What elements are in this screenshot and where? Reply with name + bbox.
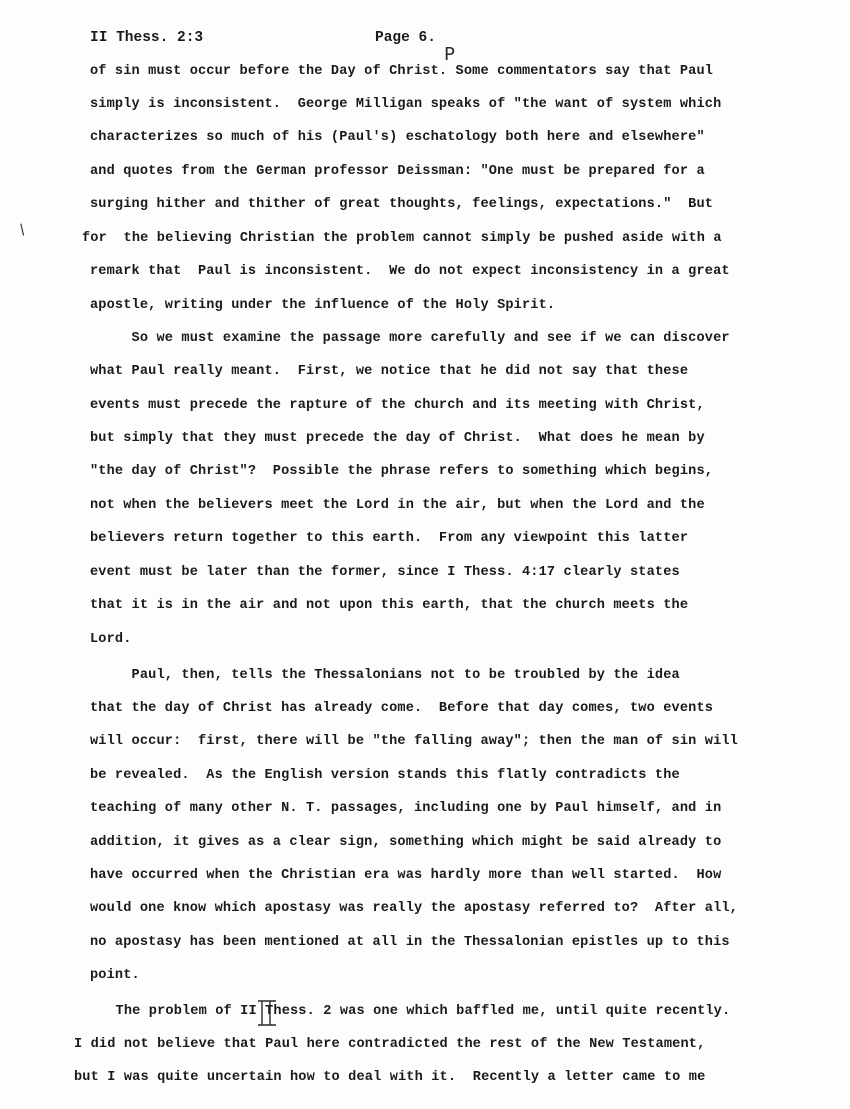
text-line: but simply that they must precede the day of Christ. What does he mean by bbox=[90, 431, 705, 446]
scripture-reference: II Thess. 2:3 bbox=[90, 30, 204, 46]
text-line: apostle, writing under the influence of the Holy Spirit. bbox=[90, 298, 556, 313]
text-line: be revealed. As the English version stands this flatly contradicts the bbox=[90, 768, 680, 783]
text-line: Paul, then, tells the Thessalonians not to be troubled by the idea bbox=[90, 668, 680, 683]
text-line: surging hither and thither of great thoughts, feelings, expectations." But bbox=[90, 197, 714, 212]
page-number: Page 6. bbox=[375, 30, 436, 46]
handwritten-margin-letter: P bbox=[444, 44, 455, 65]
text-line: addition, it gives as a clear sign, something which might be said already to bbox=[90, 835, 722, 850]
text-line: will occur: first, there will be "the falling away"; then the man of sin will bbox=[90, 734, 738, 749]
text-line: of sin must occur before the Day of Christ. Some commentators say that Paul bbox=[90, 64, 714, 79]
margin-pencil-mark: / bbox=[16, 221, 29, 239]
text-line: characterizes so much of his (Paul's) eschatology both here and elsewhere" bbox=[90, 130, 705, 145]
text-line: have occurred when the Christian era was hardly more than well started. How bbox=[90, 868, 722, 883]
text-line: events must precede the rapture of the church and its meeting with Christ, bbox=[90, 398, 705, 413]
text-line: point. bbox=[90, 968, 140, 983]
text-line: not when the believers meet the Lord in the air, but when the Lord and the bbox=[90, 498, 705, 513]
page-header bbox=[90, 30, 790, 54]
text-line: that the day of Christ has already come. Before that day comes, two events bbox=[90, 701, 714, 716]
text-line: and quotes from the German professor Deissman: "One must be prepared for a bbox=[90, 164, 705, 179]
text-line: for the believing Christian the problem cannot simply be pushed aside with a bbox=[82, 231, 722, 246]
text-line: teaching of many other N. T. passages, including one by Paul himself, and in bbox=[90, 801, 722, 816]
text-line: I did not believe that Paul here contradicted the rest of the New Testament, bbox=[74, 1037, 706, 1052]
text-line: what Paul really meant. First, we notice that he did not say that these bbox=[90, 364, 689, 379]
text-line: would one know which apostasy was really the apostasy referred to? After all, bbox=[90, 901, 738, 916]
text-line: The problem of II Thess. 2 was one which baffled me, until quite recently. bbox=[74, 1004, 731, 1019]
text-line: So we must examine the passage more carefully and see if we can discover bbox=[90, 331, 730, 346]
text-line: believers return together to this earth. From any viewpoint this latter bbox=[90, 531, 689, 546]
text-line: no apostasy has been mentioned at all in the Thessalonian epistles up to this bbox=[90, 935, 730, 950]
text-line: Lord. bbox=[90, 632, 132, 647]
text-line: that it is in the air and not upon this earth, that the church meets the bbox=[90, 598, 689, 613]
text-line: simply is inconsistent. George Milligan speaks of "the want of system which bbox=[90, 97, 722, 112]
text-line: "the day of Christ"? Possible the phrase refers to something which begins, bbox=[90, 464, 714, 479]
text-line: remark that Paul is inconsistent. We do not expect inconsistency in a great bbox=[90, 264, 730, 279]
text-line: event must be later than the former, since I Thess. 4:17 clearly states bbox=[90, 565, 680, 580]
text-line: but I was quite uncertain how to deal with it. Recently a letter came to me bbox=[74, 1070, 706, 1085]
